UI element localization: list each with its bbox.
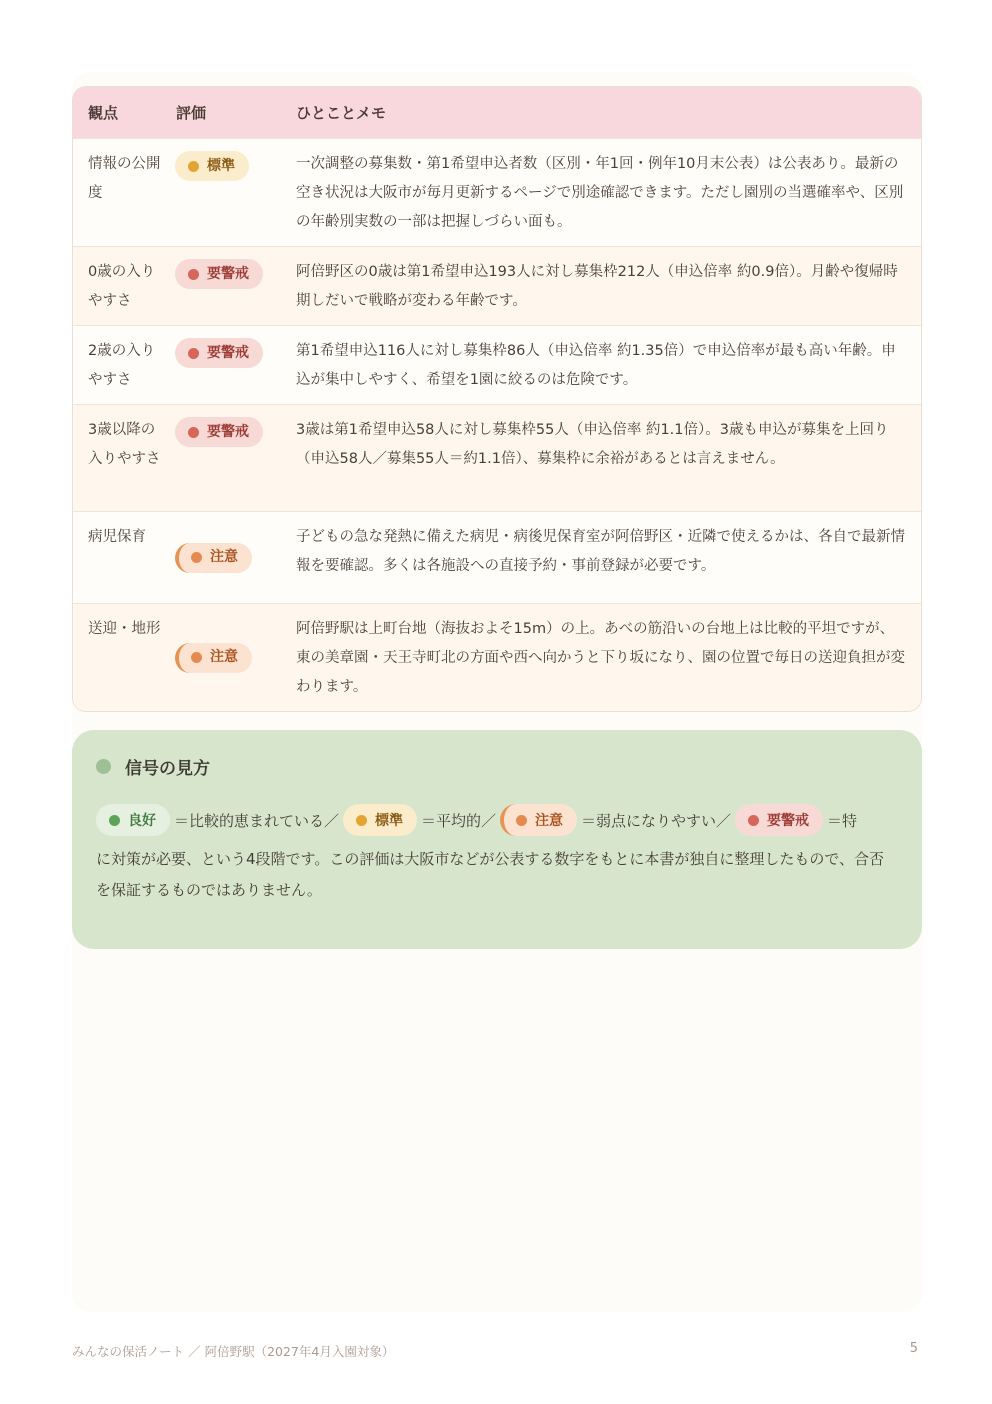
signal-title: 信号の見方 xyxy=(125,758,210,779)
row-memo: 子どもの急な発熱に備えた病児・病後児保育室が阿倍野区・近隣で使えるかは、各自で最新情報を要確認。多くは各施設への直接予約・事前登録が必要です。 xyxy=(296,529,905,574)
orange-dot-icon xyxy=(191,652,202,663)
row-view: 0歳の入りやすさ xyxy=(88,264,156,309)
legend-label: 標準 xyxy=(375,813,404,829)
rating-label: 標準 xyxy=(207,157,235,174)
rating-badge-warning xyxy=(175,259,263,289)
rating-label: 注意 xyxy=(210,549,238,565)
row-memo: 阿倍野駅は上町台地（海抜およそ15m）の上。あべの筋沿いの台地上は比較的平坦ですが、東の美章園・天王寺町北の方面や西へ向かうと下り坂になり、園の位置で毎日の送迎負担が変わります。 xyxy=(296,621,905,695)
legend-desc: ＝比較的恵まれている／ xyxy=(174,811,340,830)
header-view: 観点 xyxy=(88,104,119,122)
table-header xyxy=(73,87,921,138)
footer-title: みんなの保活ノート ／ 阿倍野駅（2027年4月入園対象） xyxy=(72,1344,395,1359)
row-memo: 第1希望申込116人に対し募集枠86人（申込倍率 約1.35倍）で申込倍率が最も高い年齢。申込が集中しやすく、希望を1園に絞るのは危険です。 xyxy=(296,343,896,388)
row-view: 2歳の入りやすさ xyxy=(88,343,156,388)
rating-badge-standard xyxy=(175,151,249,181)
legend-badge-standard xyxy=(343,804,417,836)
rating-badge-caution xyxy=(175,543,252,573)
green-dot-icon xyxy=(109,815,120,826)
rating-label: 要警戒 xyxy=(207,423,249,440)
yellow-dot-icon xyxy=(356,815,367,826)
legend-label: 注意 xyxy=(535,813,564,829)
table-row xyxy=(73,138,921,246)
legend-desc: ＝平均的／ xyxy=(421,811,497,830)
yellow-dot-icon xyxy=(188,161,199,172)
signal-legend-box xyxy=(72,730,922,949)
legend-badge-good xyxy=(96,804,170,836)
legend-line xyxy=(96,802,898,838)
rating-label: 注意 xyxy=(210,649,238,665)
red-dot-icon xyxy=(748,815,759,826)
red-dot-icon xyxy=(188,427,199,438)
legend-badge-warning xyxy=(735,804,823,836)
rating-badge-warning xyxy=(175,338,263,368)
orange-dot-icon xyxy=(516,815,527,826)
row-memo: 一次調整の募集数・第1希望申込者数（区別・年1回・例年10月末公表）は公表あり。最新の空き状況は大阪市が毎月更新するページで別途確認できます。ただし園別の当選確率や、区別の年齢別実数の一部は把握しづらい面も。 xyxy=(296,156,904,230)
legend-label: 良好 xyxy=(128,813,156,829)
row-view: 情報の公開度 xyxy=(88,156,161,201)
table-row xyxy=(73,404,921,511)
legend-desc: ＝特 xyxy=(827,811,858,830)
row-memo: 3歳は第1希望申込58人に対し募集枠55人（申込倍率 約1.1倍）。3歳も申込が募集を上回り（申込58人／募集55人＝約1.1倍）、募集枠に余裕があるとは言えません。 xyxy=(296,422,889,467)
rating-label: 要警戒 xyxy=(207,344,249,361)
table-row xyxy=(73,603,921,711)
legend-label: 要警戒 xyxy=(767,813,810,829)
table-row xyxy=(73,325,921,404)
signal-description: に対策が必要、という4段階です。この評価は大阪市などが公表する数字をもとに本書が独自に整理したもので、合否を保証するものではありません。 xyxy=(96,850,885,899)
legend-badge-caution xyxy=(500,804,577,836)
rating-badge-caution xyxy=(175,643,252,673)
row-memo: 阿倍野区の0歳は第1希望申込193人に対し募集枠212人（申込倍率 約0.9倍）。月齢や復帰時期しだいで戦略が変わる年齢です。 xyxy=(296,264,898,309)
green-dot-icon xyxy=(96,759,111,774)
evaluation-table xyxy=(72,86,922,712)
row-view: 3歳以降の入りやすさ xyxy=(88,422,161,467)
page-number: 5 xyxy=(909,1341,918,1356)
legend-desc: ＝弱点になりやすい／ xyxy=(581,811,732,830)
rating-badge-warning xyxy=(175,417,263,447)
red-dot-icon xyxy=(188,348,199,359)
table-row xyxy=(73,511,921,603)
signal-heading xyxy=(96,754,898,778)
table-row xyxy=(73,246,921,325)
row-view: 送迎・地形 xyxy=(88,621,161,637)
header-memo: ひとことメモ xyxy=(296,104,387,122)
rating-label: 要警戒 xyxy=(207,265,249,282)
orange-dot-icon xyxy=(191,552,202,563)
red-dot-icon xyxy=(188,269,199,280)
row-view: 病児保育 xyxy=(88,529,146,545)
header-eval: 評価 xyxy=(176,104,207,122)
